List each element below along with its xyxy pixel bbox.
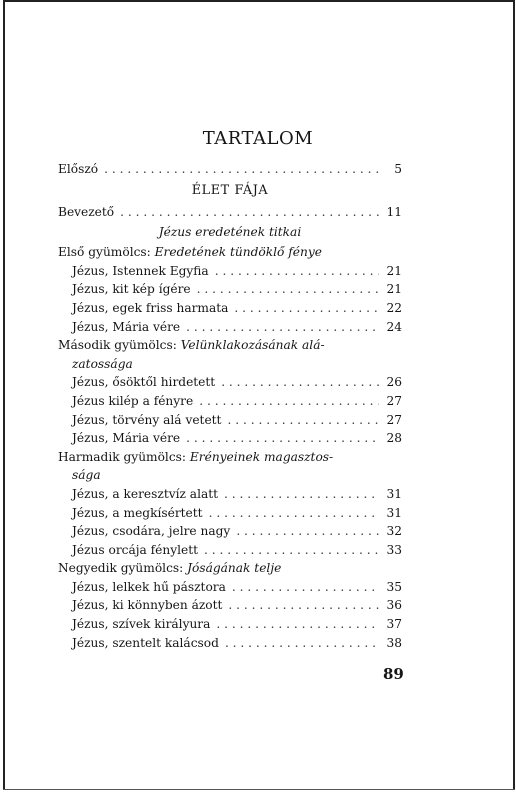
toc-entry-label: Jézus, törvény alá vetett	[72, 412, 222, 427]
dot-leader	[228, 596, 379, 615]
toc-entry[interactable]	[58, 522, 402, 541]
dot-leader	[120, 203, 379, 222]
toc-entry-page: 36	[386, 598, 402, 613]
dot-leader	[186, 318, 379, 337]
toc-entry-page: 26	[386, 375, 402, 390]
section-heading: ÉLET FÁJA	[191, 182, 269, 198]
dot-leader	[234, 299, 379, 318]
fruit-heading	[58, 448, 402, 467]
fruit-prefix: Első gyümölcs:	[58, 245, 155, 260]
fruit-title: Eredetének tündöklő fénye	[154, 245, 322, 260]
toc-entry[interactable]	[58, 485, 402, 504]
page-title: TARTALOM	[202, 128, 314, 149]
toc-entry-label: Jézus, ki könnyben ázott	[72, 598, 223, 613]
toc-entry-page: 21	[386, 263, 402, 278]
section-subtitle: Jézus eredetének titkai	[158, 225, 302, 240]
page-frame-bottom	[3, 789, 515, 790]
toc-entry-page: 24	[386, 319, 402, 334]
toc-entry-label: Jézus, szívek királyura	[72, 617, 211, 632]
fruit-title-continued: zatossága	[72, 356, 133, 371]
page-frame-left	[3, 0, 5, 790]
toc-entry[interactable]	[58, 429, 402, 448]
fruit-prefix: Negyedik gyümölcs:	[58, 561, 188, 576]
toc-entry-label: Jézus, a megkísértett	[72, 505, 203, 520]
toc-entry-page: 31	[386, 486, 402, 501]
toc-entry-label: Jézus, Istennek Egyfia	[72, 263, 209, 278]
fruit-title: Jóságának telje	[187, 561, 282, 576]
dot-leader	[221, 373, 379, 392]
toc-entry-page: 31	[386, 505, 402, 520]
toc-entry[interactable]	[58, 392, 402, 411]
fruit-heading	[58, 243, 402, 262]
toc-entry-label: Jézus, kit kép ígére	[72, 282, 191, 297]
fruit-heading	[58, 336, 402, 355]
fruit-title-continued: sága	[72, 468, 101, 483]
dot-leader	[209, 504, 379, 523]
toc-entry-label: Előszó	[58, 162, 99, 176]
toc-entry-label: Jézus, csodára, jelre nagy	[72, 524, 231, 539]
page-frame-right	[513, 0, 515, 790]
toc-entry[interactable]	[58, 299, 402, 318]
toc-entry-page: 21	[386, 282, 402, 297]
page-number: 89	[383, 665, 404, 683]
dot-leader	[227, 411, 379, 430]
dot-leader	[186, 429, 379, 448]
toc-entry[interactable]	[58, 411, 402, 430]
toc-entry-page: 5	[394, 162, 402, 176]
page-frame-top	[3, 0, 515, 2]
toc-entry-preface[interactable]	[58, 160, 402, 179]
dot-leader	[197, 280, 379, 299]
fruit-title: Velünklakozásának alá-	[180, 338, 325, 353]
toc-entry-page: 35	[386, 579, 402, 594]
dot-leader	[104, 160, 379, 179]
toc-entry-page: 11	[386, 204, 402, 219]
dot-leader	[236, 522, 379, 541]
toc-entry-label: Jézus, Mária vére	[72, 431, 181, 446]
toc-entry[interactable]	[58, 634, 402, 653]
dot-leader	[215, 262, 379, 281]
toc-entry[interactable]	[58, 615, 402, 634]
dot-leader	[216, 615, 379, 634]
toc-entry[interactable]	[58, 578, 402, 597]
dot-leader	[204, 541, 379, 560]
fruit-heading	[58, 559, 402, 578]
toc-entry-label: Jézus, a keresztvíz alatt	[72, 486, 219, 501]
toc-entry[interactable]	[58, 280, 402, 299]
toc-entry-label: Bevezető	[58, 204, 115, 219]
toc-entry-label: Jézus, Mária vére	[72, 319, 181, 334]
toc-entry[interactable]	[58, 262, 402, 281]
toc-entry-page: 32	[386, 524, 402, 539]
toc-entry-page: 22	[386, 300, 402, 315]
toc-entry-page: 37	[386, 617, 402, 632]
toc-entry-label: Jézus, egek friss harmata	[72, 300, 229, 315]
toc-entry[interactable]	[58, 596, 402, 615]
toc-entry-page: 27	[386, 393, 402, 408]
toc-entry[interactable]	[58, 318, 402, 337]
toc-entry-page: 33	[386, 542, 402, 557]
fruit-prefix: Harmadik gyümölcs:	[58, 449, 190, 464]
fruit-title: Erényeinek magasztos-	[189, 449, 334, 464]
toc-entry-label: Jézus, ősöktől hirdetett	[72, 375, 216, 390]
toc-entry[interactable]	[58, 504, 402, 523]
dot-leader	[224, 485, 379, 504]
toc-entry-label: Jézus kilép a fényre	[72, 393, 194, 408]
toc-entry-label: Jézus, lelkek hű pásztora	[72, 579, 226, 594]
toc-entry-page: 28	[386, 431, 402, 446]
toc-entry[interactable]	[58, 541, 402, 560]
toc-entry-label: Jézus, szentelt kalácsod	[72, 635, 219, 650]
table-of-contents	[58, 160, 402, 652]
toc-entry-page: 27	[386, 412, 402, 427]
toc-entry-intro[interactable]	[58, 203, 402, 222]
dot-leader	[225, 634, 379, 653]
dot-leader	[232, 578, 379, 597]
toc-entry-page: 38	[386, 635, 402, 650]
toc-entry[interactable]	[58, 373, 402, 392]
fruit-prefix: Második gyümölcs:	[58, 338, 181, 353]
dot-leader	[199, 392, 379, 411]
toc-entry-label: Jézus orcája fénylett	[72, 542, 199, 557]
